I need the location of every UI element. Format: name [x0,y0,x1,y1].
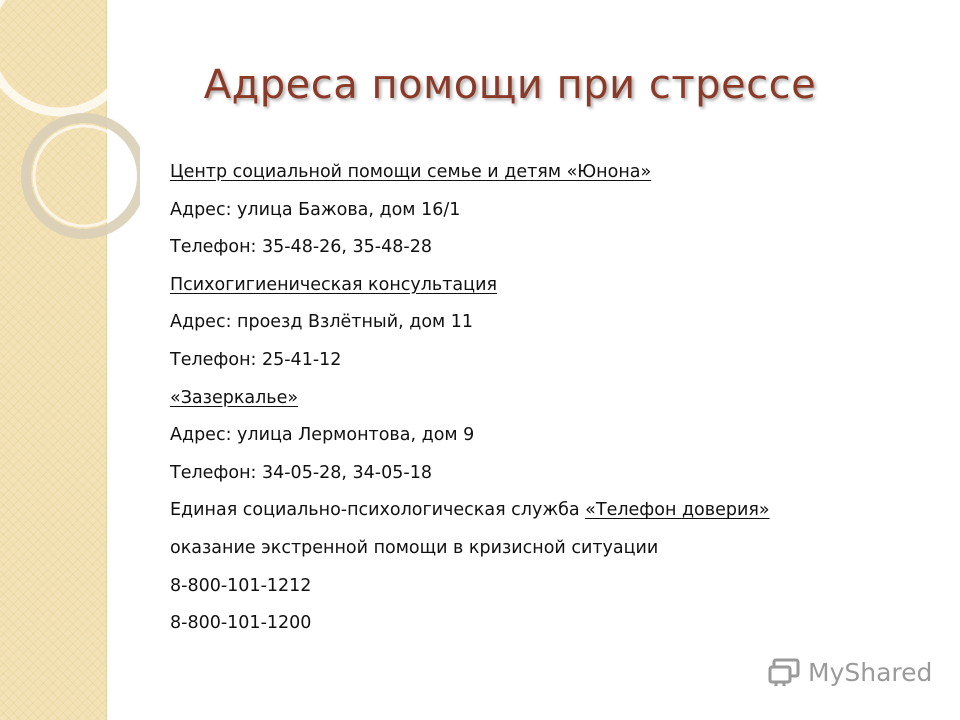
hotline-name-link[interactable]: «Телефон доверия» [585,500,770,521]
myshared-logo-text: MyShared [808,657,933,687]
address-line-text: Телефон: 34-05-28, 34-05-18 [170,462,432,483]
address-line-text: 8-800-101-1200 [170,613,312,634]
address-line[interactable] [170,270,770,308]
address-line-text: оказание экстренной помощи в кризисной ситуации [170,537,659,558]
address-line-text: Адрес: улица Лермонтова, дом 9 [170,425,475,446]
address-line [170,458,770,496]
address-line [170,533,770,571]
address-list [170,157,770,646]
address-line-text: Адрес: улица Бажова, дом 16/1 [170,199,461,220]
decorative-circles [0,0,140,260]
address-line [170,495,770,533]
slide-title: Адреса помощи при стрессе [203,62,817,108]
address-line [170,420,770,458]
address-line [170,608,770,646]
address-line [170,345,770,383]
address-line-text: Телефон: 35-48-26, 35-48-28 [170,237,432,258]
organization-name-link[interactable]: «Зазеркалье» [170,387,299,408]
address-line-text: Телефон: 25-41-12 [170,349,342,370]
address-line [170,571,770,609]
organization-name-link[interactable]: Центр социальной помощи семье и детям «Юнона» [170,162,652,182]
myshared-logo-icon [768,657,802,687]
address-line-text: 8-800-101-1212 [170,575,312,596]
address-line[interactable] [170,157,770,195]
organization-name-link[interactable]: Психогигиеническая консультация [170,274,497,295]
address-line[interactable] [170,383,770,421]
address-line [170,232,770,270]
myshared-watermark [768,655,932,689]
address-line-text: Адрес: проезд Взлётный, дом 11 [170,312,474,333]
address-line [170,307,770,345]
address-line [170,195,770,233]
address-line-text: Единая социально-психологическая служба [170,500,586,521]
